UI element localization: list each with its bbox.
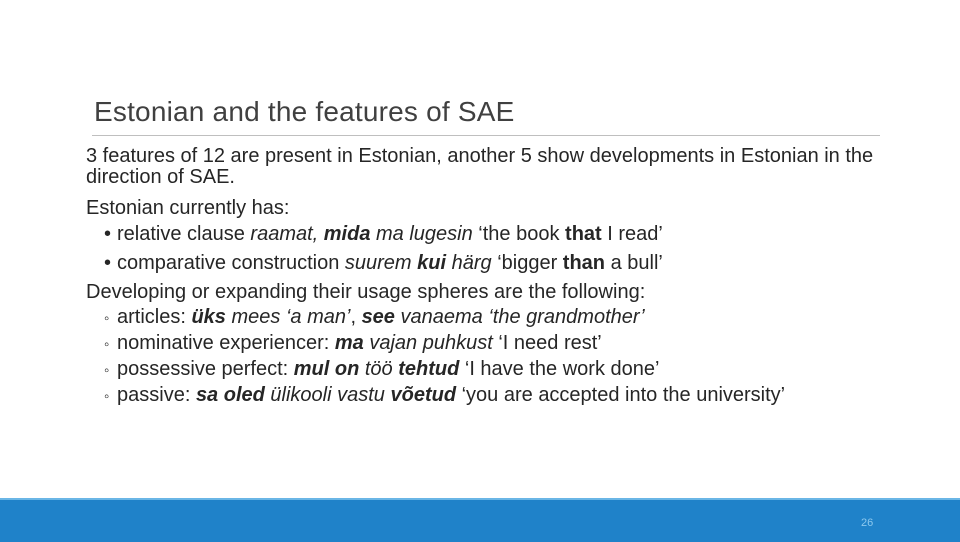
item-text-segment: vanaema ‘the grandmother’ [394, 306, 645, 328]
developing-heading: Developing or expanding their usage spheres are the following: [86, 281, 646, 303]
item-text-segment: possessive perfect: [117, 358, 294, 380]
item-text-segment: ‘I have the work done’ [459, 358, 660, 380]
item-text-segment: relative clause [117, 223, 251, 245]
item-text-segment: than [562, 252, 606, 274]
item-text-segment: ‘I need rest’ [492, 332, 602, 354]
circle-bullet-icon: ◦ [104, 362, 110, 379]
item-text-segment: raamat, [250, 223, 324, 245]
circle-bullet-icon: ◦ [104, 336, 110, 353]
item-text-segment: ma [334, 332, 364, 354]
item-text-segment: töö [359, 358, 399, 380]
slide-title: Estonian and the features of SAE [94, 96, 515, 127]
list-item [86, 385, 886, 406]
item-text-segment: vajan puhkust [363, 332, 493, 354]
item-text-segment: articles: [117, 306, 192, 328]
item-text-segment: nominative experiencer: [117, 332, 335, 354]
item-text-segment: ülikooli vastu [264, 384, 391, 406]
item-text-segment: härg [446, 252, 492, 274]
bullet-icon: • [104, 252, 112, 274]
item-text-segment: ‘the book [472, 223, 566, 245]
page-number: 26 [861, 517, 874, 529]
bullet-icon: • [104, 223, 112, 245]
item-text-segment: see [361, 306, 395, 328]
title-divider [92, 135, 880, 136]
developing-features-list [86, 307, 886, 406]
list-item [86, 359, 886, 380]
item-text-segment: that [565, 223, 602, 245]
list-item [86, 307, 886, 328]
item-text-segment: I read’ [601, 223, 663, 245]
list-item [86, 224, 886, 245]
item-text-segment: mida [323, 223, 371, 245]
slide-content [86, 146, 886, 411]
list-item [86, 253, 886, 274]
circle-bullet-icon: ◦ [104, 310, 110, 327]
item-text-segment: passive: [117, 384, 196, 406]
item-text-segment: tehtud [398, 358, 460, 380]
item-text-segment: võetud [390, 384, 457, 406]
item-text-segment: comparative construction [117, 252, 345, 274]
item-text-segment: sa oled [195, 384, 265, 406]
item-text-segment: üks [191, 306, 226, 328]
item-text-segment: mul on [293, 358, 360, 380]
list-item [86, 333, 886, 354]
item-text-segment: mees ‘a man’ [225, 306, 351, 328]
item-text-segment: suurem [344, 252, 418, 274]
item-text-segment: ‘you are accepted into the university’ [456, 384, 786, 406]
has-heading: Estonian currently has: [86, 197, 290, 219]
intro-paragraph: 3 features of 12 are present in Estonian, another 5 show developments in Estonian in the direction of SAE. [86, 145, 874, 188]
item-text-segment: a bull’ [605, 252, 663, 274]
footer-bar [0, 498, 960, 542]
item-text-segment: ma lugesin [370, 223, 473, 245]
item-text-segment: kui [417, 252, 447, 274]
item-text-segment: , [350, 306, 362, 328]
circle-bullet-icon: ◦ [104, 388, 110, 405]
item-text-segment: ‘bigger [491, 252, 563, 274]
has-features-list [86, 224, 886, 274]
